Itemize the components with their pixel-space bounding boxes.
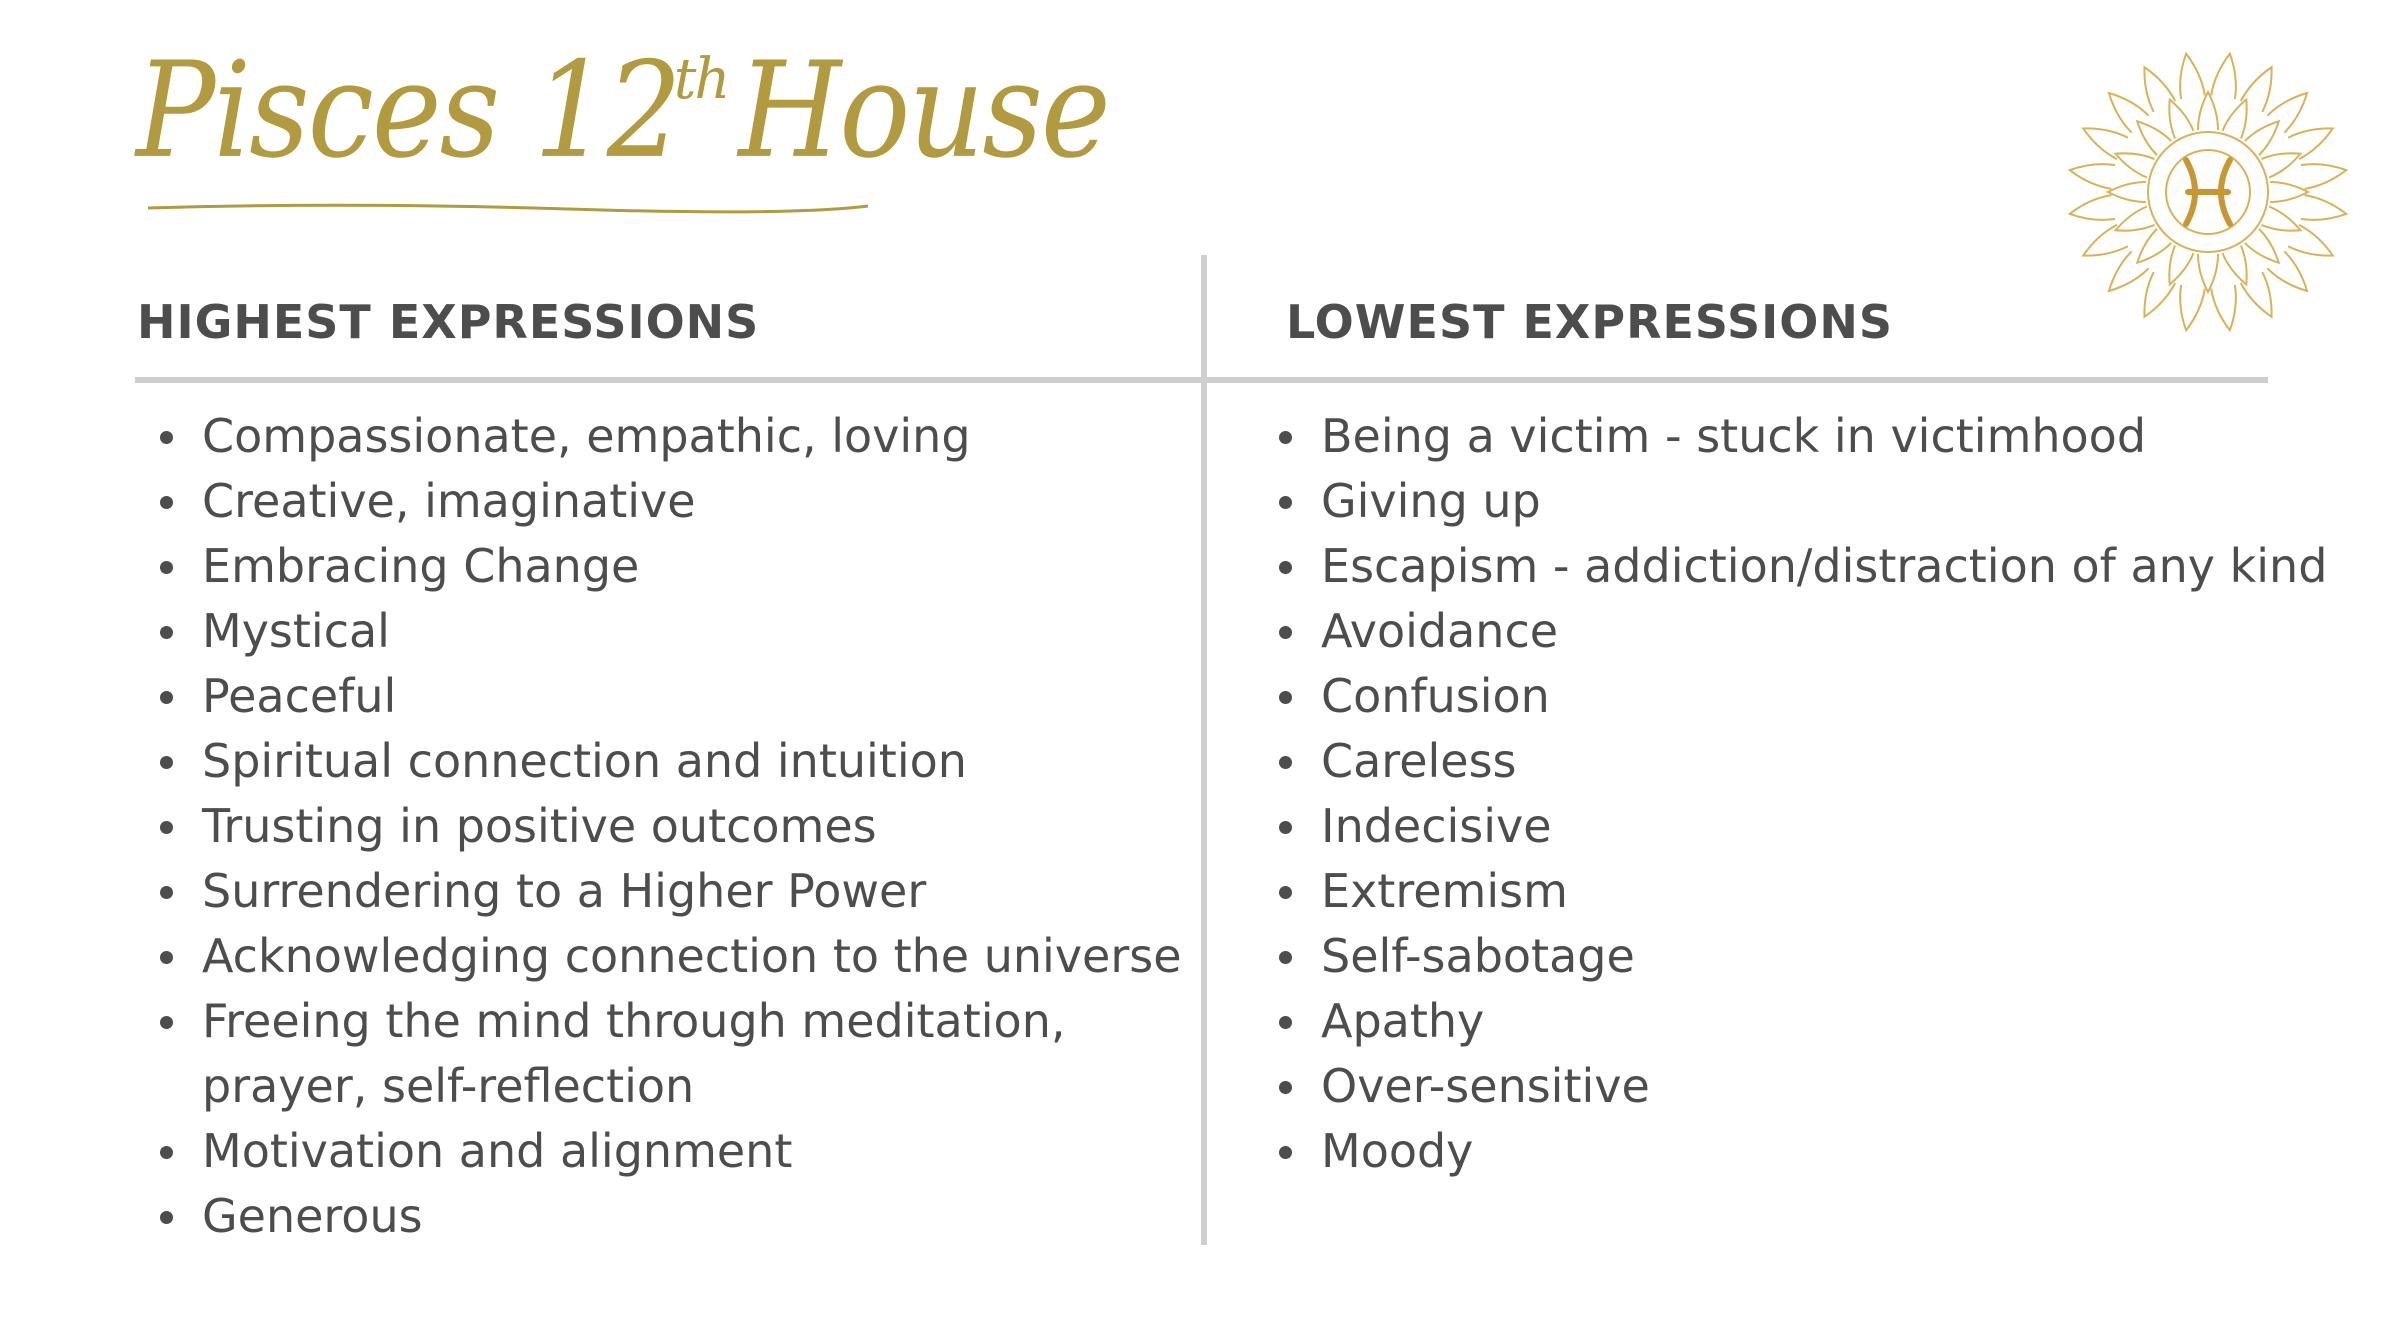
- list-item: Over-sensitive: [1274, 1054, 2374, 1119]
- lowest-expressions-heading: LOWEST EXPRESSIONS: [1286, 295, 1893, 349]
- mandala-petal: [2116, 153, 2155, 177]
- mandala-petal: [2144, 67, 2175, 112]
- list-item: Confusion: [1274, 664, 2374, 729]
- mandala-petal: [2267, 251, 2307, 291]
- list-item: Creative, imaginative: [155, 469, 1185, 534]
- list-item: Acknowledging connection to the universe: [155, 924, 1185, 989]
- bullet-icon: [1279, 821, 1292, 834]
- bullet-icon: [160, 1016, 173, 1029]
- mandala-petal: [2070, 195, 2115, 220]
- bullet-icon: [1279, 951, 1292, 964]
- mandala-petal: [2267, 93, 2307, 133]
- mandala-petal: [2180, 54, 2205, 99]
- bullet-icon: [1279, 886, 1292, 899]
- mandala-petal: [2270, 182, 2308, 202]
- mandala-petal: [2301, 195, 2346, 220]
- list-item: Escapism - addiction/distraction of any kind: [1274, 534, 2374, 599]
- bullet-icon: [1279, 1081, 1292, 1094]
- bullet-icon: [1279, 431, 1292, 444]
- mandala-petal: [2261, 153, 2300, 177]
- mandala-petal: [2198, 92, 2218, 130]
- bullet-icon: [160, 1211, 173, 1224]
- list-item: Embracing Change: [155, 534, 1185, 599]
- highest-expressions-heading: HIGHEST EXPRESSIONS: [137, 295, 760, 349]
- list-item: Self-sabotage: [1274, 924, 2374, 989]
- bullet-icon: [160, 626, 173, 639]
- bullet-icon: [1279, 1146, 1292, 1159]
- list-item: Freeing the mind through meditation, prayer, self-reflection: [155, 989, 1185, 1119]
- mandala-petal: [2301, 164, 2346, 189]
- mandala-petal: [2222, 100, 2246, 139]
- mandala-petal: [2222, 245, 2246, 284]
- mandala-petal: [2169, 100, 2193, 139]
- list-item: Surrendering to a Higher Power: [155, 859, 1185, 924]
- list-item: Careless: [1274, 729, 2374, 794]
- header-divider: [135, 377, 2268, 383]
- list-item: Apathy: [1274, 989, 2374, 1054]
- list-item: Being a victim - stuck in victimhood: [1274, 404, 2374, 469]
- bullet-icon: [1279, 626, 1292, 639]
- page-title: [136, 32, 1109, 262]
- bullet-icon: [1279, 561, 1292, 574]
- column-divider: [1201, 255, 1207, 1245]
- bullet-icon: [160, 821, 173, 834]
- mandala-petal: [2261, 206, 2300, 230]
- list-item: Mystical: [155, 599, 1185, 664]
- list-item: Indecisive: [1274, 794, 2374, 859]
- list-item: Spiritual connection and intuition: [155, 729, 1185, 794]
- list-item: Peaceful: [155, 664, 1185, 729]
- title-main: Pisces 12: [136, 32, 680, 188]
- mandala-petal: [2144, 272, 2175, 317]
- list-item: Extremism: [1274, 859, 2374, 924]
- title-end: House: [738, 32, 1109, 188]
- list-item: Generous: [155, 1184, 1185, 1249]
- list-item: Motivation and alignment: [155, 1119, 1185, 1184]
- mandala-petal: [2288, 128, 2333, 159]
- bullet-icon: [160, 431, 173, 444]
- mandala-petal: [2116, 206, 2155, 230]
- list-item: Moody: [1274, 1119, 2374, 1184]
- title-flourish: [148, 200, 868, 214]
- mandala-petal: [2109, 93, 2149, 133]
- bullet-icon: [160, 1146, 173, 1159]
- list-item: Trusting in positive outcomes: [155, 794, 1185, 859]
- highest-expressions-list: [155, 404, 1185, 1249]
- mandala-petal: [2241, 67, 2272, 112]
- mandala-petal: [2211, 54, 2236, 99]
- mandala-petal: [2108, 182, 2146, 202]
- mandala-petal: [2180, 285, 2205, 330]
- bullet-icon: [160, 886, 173, 899]
- list-item: Avoidance: [1274, 599, 2374, 664]
- bullet-icon: [1279, 691, 1292, 704]
- bullet-icon: [160, 561, 173, 574]
- mandala-petal: [2211, 285, 2236, 330]
- lowest-expressions-list: [1274, 404, 2374, 1184]
- bullet-icon: [160, 756, 173, 769]
- bullet-icon: [160, 951, 173, 964]
- bullet-icon: [160, 496, 173, 509]
- mandala-petal: [2241, 272, 2272, 317]
- list-item: Compassionate, empathic, loving: [155, 404, 1185, 469]
- mandala-petal: [2288, 225, 2333, 256]
- mandala-petal: [2169, 245, 2193, 284]
- mandala-petal: [2198, 254, 2218, 292]
- pisces-mandala-icon: [2058, 42, 2358, 342]
- bullet-icon: [160, 691, 173, 704]
- mandala-petal: [2070, 164, 2115, 189]
- bullet-icon: [1279, 756, 1292, 769]
- mandala-petal: [2083, 128, 2128, 159]
- mandala-petal: [2109, 251, 2149, 291]
- list-item: Giving up: [1274, 469, 2374, 534]
- bullet-icon: [1279, 1016, 1292, 1029]
- title-superscript: th: [673, 47, 729, 112]
- bullet-icon: [1279, 496, 1292, 509]
- mandala-petal: [2083, 225, 2128, 256]
